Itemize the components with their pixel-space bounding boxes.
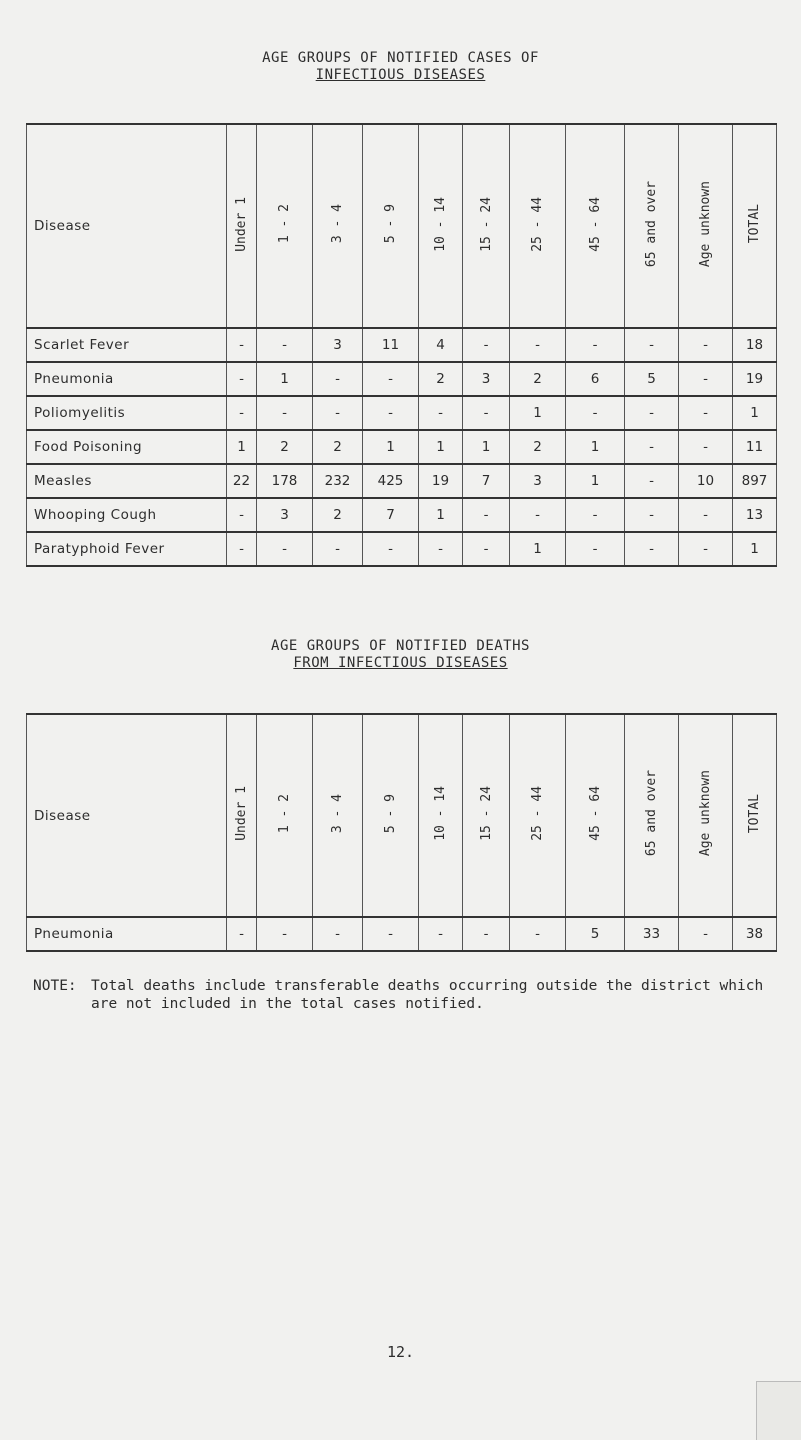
count-cell: - [463,532,510,566]
count-cell: 1 [463,430,510,464]
count-cell: - [679,532,733,566]
table-row [27,464,777,498]
age-header: 15 - 24 [463,714,510,917]
age-header: 5 - 9 [363,124,419,328]
count-cell: - [679,498,733,532]
count-cell: - [625,328,679,362]
disease-name-cell: Food Poisoning [27,430,227,464]
count-cell: - [625,532,679,566]
total-cell: 897 [733,464,777,498]
age-header: 45 - 64 [566,124,625,328]
count-cell: - [227,498,257,532]
age-header: 5 - 9 [363,714,419,917]
count-cell: 1 [363,430,419,464]
table-row [27,430,777,464]
count-cell: 3 [463,362,510,396]
count-cell: 7 [463,464,510,498]
total-header: TOTAL [733,714,777,917]
total-cell: 19 [733,362,777,396]
count-cell: - [419,917,463,951]
count-cell: - [363,917,419,951]
table-row [27,362,777,396]
count-cell: - [566,498,625,532]
count-cell: 2 [510,430,566,464]
age-header: 10 - 14 [419,124,463,328]
count-cell: 7 [363,498,419,532]
count-cell: 22 [227,464,257,498]
disease-header: Disease [27,124,227,328]
total-cell: 1 [733,396,777,430]
count-cell: - [510,917,566,951]
count-cell: 1 [510,396,566,430]
disease-name-cell: Measles [27,464,227,498]
count-cell: 1 [227,430,257,464]
count-cell: - [363,396,419,430]
total-header: TOTAL [733,124,777,328]
cases-title-line2: INFECTIOUS DISEASES [315,67,486,83]
count-cell: - [566,532,625,566]
count-cell: 2 [510,362,566,396]
page-number: 12. [386,1343,415,1361]
deaths-table [26,713,777,952]
age-header: 25 - 44 [510,124,566,328]
count-cell: 1 [257,362,313,396]
count-cell: - [313,917,363,951]
table-row [27,917,777,951]
age-header: Age unknown [679,124,733,328]
note-text: Total deaths include transferable deaths occurring outside the district which are not included in the total cases notified. [91,978,764,1012]
page-corner-fold [756,1381,801,1440]
count-cell: 5 [566,917,625,951]
count-cell: - [257,917,313,951]
disease-name-cell: Poliomyelitis [27,396,227,430]
count-cell: 4 [419,328,463,362]
count-cell: 3 [510,464,566,498]
age-header: 1 - 2 [257,714,313,917]
disease-name-cell: Pneumonia [27,917,227,951]
deaths-title-line2: FROM INFECTIOUS DISEASES [293,655,508,671]
count-cell: - [419,532,463,566]
count-cell: - [227,917,257,951]
count-cell: - [363,532,419,566]
table-row [27,396,777,430]
count-cell: 6 [566,362,625,396]
total-cell: 38 [733,917,777,951]
count-cell: - [363,362,419,396]
note-label: NOTE: [33,978,77,994]
count-cell: - [227,532,257,566]
cases-table-title [0,50,801,84]
count-cell: - [625,396,679,430]
count-cell: - [313,362,363,396]
age-header: 25 - 44 [510,714,566,917]
count-cell: - [463,396,510,430]
count-cell: 33 [625,917,679,951]
count-cell: - [419,396,463,430]
count-cell: - [679,396,733,430]
total-cell: 18 [733,328,777,362]
count-cell: 11 [363,328,419,362]
count-cell: 232 [313,464,363,498]
age-header: 3 - 4 [313,124,363,328]
age-header: Age unknown [679,714,733,917]
count-cell: - [679,362,733,396]
count-cell: 10 [679,464,733,498]
count-cell: - [510,498,566,532]
count-cell: - [227,328,257,362]
cases-title-line1: AGE GROUPS OF NOTIFIED CASES OF [262,50,539,66]
age-header: Under 1 [227,714,257,917]
age-header: Under 1 [227,124,257,328]
count-cell: - [625,430,679,464]
age-header: 15 - 24 [463,124,510,328]
age-header: 45 - 64 [566,714,625,917]
count-cell: - [625,464,679,498]
count-cell: - [227,396,257,430]
count-cell: - [227,362,257,396]
count-cell: 1 [419,498,463,532]
count-cell: - [257,396,313,430]
age-header: 3 - 4 [313,714,363,917]
count-cell: 2 [257,430,313,464]
table-row [27,498,777,532]
total-cell: 13 [733,498,777,532]
total-cell: 11 [733,430,777,464]
count-cell: 178 [257,464,313,498]
count-cell: - [463,328,510,362]
count-cell: - [679,917,733,951]
count-cell: - [313,396,363,430]
count-cell: - [566,328,625,362]
disease-name-cell: Scarlet Fever [27,328,227,362]
count-cell: - [257,328,313,362]
age-header: 65 and over [625,124,679,328]
count-cell: 1 [419,430,463,464]
count-cell: - [463,498,510,532]
count-cell: 19 [419,464,463,498]
table-row [27,328,777,362]
count-cell: 2 [313,430,363,464]
disease-header: Disease [27,714,227,917]
count-cell: 3 [257,498,313,532]
count-cell: 1 [566,430,625,464]
count-cell: 5 [625,362,679,396]
count-cell: 2 [313,498,363,532]
count-cell: - [679,430,733,464]
count-cell: 1 [566,464,625,498]
disease-name-cell: Paratyphoid Fever [27,532,227,566]
count-cell: - [463,917,510,951]
disease-name-cell: Pneumonia [27,362,227,396]
count-cell: 1 [510,532,566,566]
deaths-title-line1: AGE GROUPS OF NOTIFIED DEATHS [271,638,530,654]
deaths-table-title [0,638,801,672]
count-cell: 3 [313,328,363,362]
total-cell: 1 [733,532,777,566]
count-cell: - [679,328,733,362]
count-cell: - [510,328,566,362]
count-cell: - [257,532,313,566]
disease-name-cell: Whooping Cough [27,498,227,532]
table-row [27,532,777,566]
count-cell: - [566,396,625,430]
count-cell: - [625,498,679,532]
count-cell: - [313,532,363,566]
count-cell: 2 [419,362,463,396]
age-header: 10 - 14 [419,714,463,917]
age-header: 65 and over [625,714,679,917]
count-cell: 425 [363,464,419,498]
cases-table [26,123,777,567]
age-header: 1 - 2 [257,124,313,328]
